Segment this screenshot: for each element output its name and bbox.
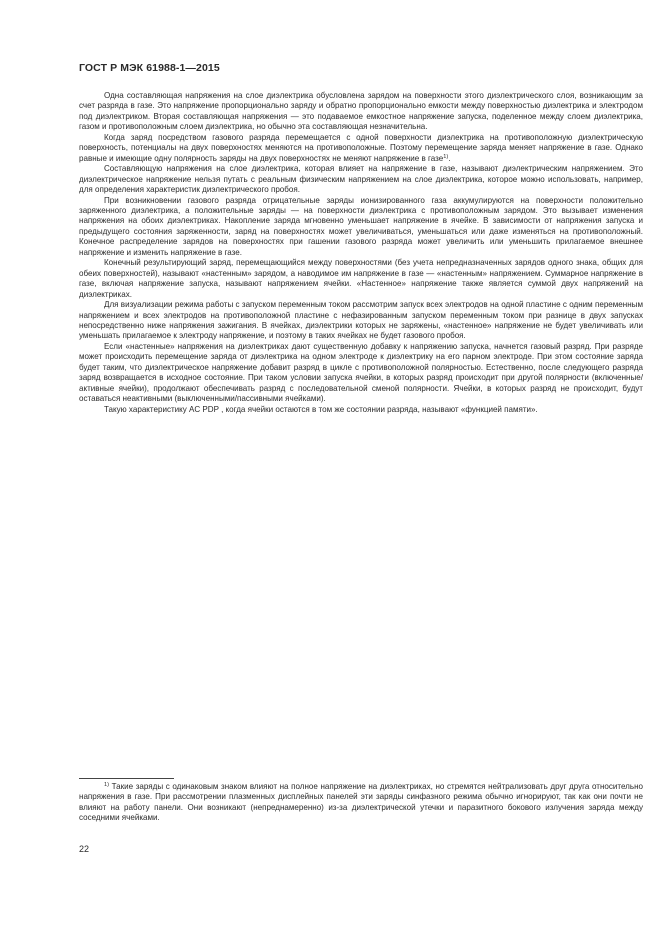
page-number: 22 xyxy=(79,844,90,854)
footnote-text: Такие заряды с одинаковым знаком влияют на полное напряжение на диэлектриках, но стремятся нейтрализовать друг друга относительно напряжения в газе. При рассмотрении плазменных дисплейных панелей эти заряды синфазного режима обычно игнорируют, так как они почти не влияют на работу панели. Они возникают (непреднамеренно) из-за диэлектрической утечки и паразитного бокового излучения заряда между соседними ячейками. xyxy=(79,782,643,823)
paragraph: Если «настенные» напряжения на диэлектриках дают существенную добавку к напряжению запуска, начнется газовый разряд. При разряде может происходить перемещение заряда от диэлектрика на одном электроде к диэлектрику на его парном электроде. При этом состояние заряда будет таким, что диэлектрическое напряжение добавит разряд в цикле с противоположной полярностью. Естественно, после следующего разряда заряд возвращается в исходное состояние. При таком условии запуска ячейки, в которых разряд происходит при другой полярности (включенные/активные ячейки), продолжают обеспечивать разряд с последовательной сменой полярности. Ячейки, в которых разряд не происходит, будут оставаться неактивными (выключенными/пассивными ячейками). xyxy=(79,341,643,404)
footnote-text-block xyxy=(79,782,643,824)
footnote xyxy=(79,782,643,824)
paragraph: При возникновении газового разряда отрицательные заряды ионизированного газа аккумулируются на поверхности положительно заряженного диэлектрика, а положительные заряды — на поверхности диэлектрика с противоположным зарядом. Это вызывает изменения напряжения на обоих диэлектриках. Накопление заряда мгновенно уменьшает напряжение в ячейке. В зависимости от напряжения запуска и предыдущего состояния заряженности, заряд на поверхностях может увеличиваться, уменьшаться или даже изменяться на противоположный. Конечное распределение зарядов на поверхностях при гашении газового разряда может увеличить или уменьшить прилагаемое внешнее напряжение и изменить напряжение в газе. xyxy=(79,195,643,257)
document-header: ГОСТ Р МЭК 61988-1—2015 xyxy=(79,62,220,74)
paragraph: Одна составляющая напряжения на слое диэлектрика обусловлена зарядом на поверхности этого диэлектрического слоя, возникающим за счет разряда в газе. Это напряжение пропорционально заряду и обратно пропорционально емкости между поверхностью диэлектрика и электродом под диэлектриком. Вторая составляющая напряжения — это подаваемое емкостное напряжение запуска, поделенное между слоем диэлектрика, газом и противоположным слоем диэлектрика, но обычно эта составляющая незначительна. xyxy=(79,91,643,132)
footnote-divider xyxy=(79,778,174,779)
main-text xyxy=(79,91,643,415)
paragraph: Для визуализации режима работы с запуском переменным током рассмотрим запуск всех электродов на одной пластине с одним переменным напряжением и всех электродов на противоположной пластине с нефазированным запуском переменным током при разнице в двух запусках непосредственно ниже напряжения зажигания. В ячейках, диэлектрики которых не заряжены, «настенное» напряжение не будет увеличивать или уменьшать прилагаемое к электроду напряжение, и поэтому в таких ячейках не будет газового пробоя. xyxy=(79,300,643,341)
footnote-marker: 1) xyxy=(104,782,109,788)
paragraph: Конечный результирующий заряд, перемещающийся между поверхностями (без учета непредназначенных зарядов одного знака, общих для обеих поверхностей), называют «настенным» зарядом, а наводимое им напряжение в газе — «настенным» напряжением. Суммарное напряжение в газе, включая напряжение запуска, называют напряжением ячейки. «Настенное» напряжение также является суммой двух напряжений на диэлектриках. xyxy=(79,258,643,299)
paragraph-text: Когда заряд посредством газового разряда перемещается с одной поверхности диэлектрика на противоположную диэлектрическую поверхность, потенциалы на двух поверхностях меняются на противоположные. Поэтому перемещение заряда меняет напряжение в газе. Однако равные и имеющие одну полярность заряды на двух поверхностях не меняют напряжение в газе xyxy=(79,132,643,163)
paragraph-end: . xyxy=(448,153,451,163)
paragraph-with-footnote-ref xyxy=(79,133,643,164)
footnote-reference: 1) xyxy=(443,153,449,160)
paragraph: Составляющую напряжения на слое диэлектрика, которая влияет на напряжение в газе, называют диэлектрическим напряжением. Это диэлектрическое напряжение нельзя путать с реальным физическим напряжением на слое диэлектрика, которое можно использовать, например, для определения характеристик диэлектрического пробоя. xyxy=(79,164,643,195)
paragraph: Такую характеристику AC PDP , когда ячейки остаются в том же состоянии разряда, называют «функцией памяти». xyxy=(104,404,538,414)
